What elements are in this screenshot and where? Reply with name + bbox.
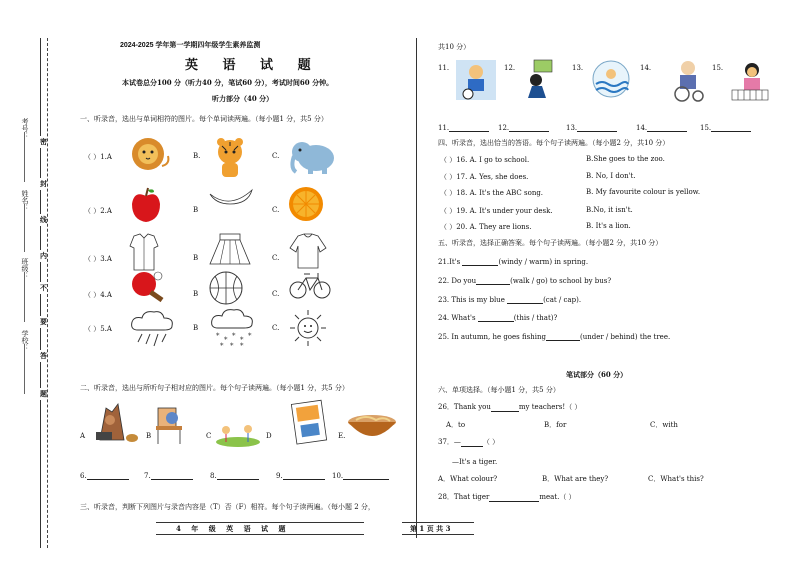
s1-option-b-label: B [193,290,199,298]
svg-text:*: * [240,342,244,350]
class-label: 班级： [21,258,29,279]
school-label: 学校： [21,330,29,351]
svg-text:*: * [232,332,236,340]
q23-sentence [438,296,581,304]
seal-char: 题 [40,389,47,398]
section6-title: 六、单项选择。（每小题1 分，共5 分） [438,386,560,394]
s1-option-b-label: B [193,206,199,214]
q28-blank[interactable] [489,501,539,502]
s2-label-e: E. [338,432,346,440]
section1-title: 一、听录音，选出与单词相符的图片。每个单词读两遍。（每小题1 分，共5 分） [80,115,328,123]
q13-num: 13. [572,64,584,72]
q22-prefix: 22. Do you [438,277,477,285]
s1-option-c-label: C. [272,290,280,298]
sweater-icon [288,232,328,270]
apple-icon [128,186,164,224]
bear-painting-icon [90,400,140,445]
name-label: 姓名： [21,190,29,211]
s2-label-b: B [146,432,152,440]
q37-response: —It's a tiger. [452,458,498,466]
class-field[interactable] [24,272,25,322]
footer-subject: 4 年 级 英 语 试 题 [176,524,290,533]
q13-answer-num: 13. [566,124,578,132]
q26-blank[interactable] [491,411,519,412]
boy-football-icon [456,60,496,100]
q12-answer [498,124,549,132]
q37-option-b[interactable]: B．What are they? [542,475,609,483]
svg-text:*: * [224,336,228,344]
sunny-icon [288,308,328,348]
q24-prefix: 24. What's [438,314,478,322]
number-field[interactable] [24,132,25,182]
q28-text: 28．That tiger meat.（ ） [438,493,576,501]
q24-blank[interactable] [478,321,514,322]
s1-option-c-label: C. [272,152,280,160]
picture-book-icon [290,398,332,446]
q37-blank[interactable] [461,446,483,447]
footer-page-top-line [402,522,474,523]
q15-answer-num: 15. [700,124,712,132]
q14-num: 14. [640,64,652,72]
chair-desk-icon [152,402,197,444]
seal-char: 答 [40,351,47,360]
s2-label-a: A [80,432,86,440]
rainy-icon [128,308,176,350]
s1-option-b-label: B. [193,152,201,160]
q16-option-a[interactable]: （ ）16. A. I go to school. [440,156,530,164]
q20-option-b[interactable]: B. It's a lion. [586,222,631,230]
q26-option-b[interactable]: B．for [544,421,567,429]
q9-blank[interactable] [283,479,325,480]
s2-label-d: D [266,432,272,440]
s1-question-2[interactable]: （ ）2.A [84,207,112,215]
q7-blank[interactable] [151,479,193,480]
column-divider [416,38,417,538]
lion-icon [128,136,172,176]
q13-answer [566,124,617,132]
q21-prefix: 21.It's [438,258,463,266]
q15-num: 15. [712,64,724,72]
q25-blank[interactable] [546,340,580,341]
footer-page-bottom-line [402,534,474,535]
section3-title: 三、听录音，判断下列图片与录音内容是（T）否（F）相符。每个句子读两遍。（每小题 2 分， [80,503,375,511]
shirt-icon [128,232,160,272]
q14-answer-num: 14. [636,124,648,132]
q12-answer-blank[interactable] [509,131,549,132]
q13-answer-blank[interactable] [577,131,617,132]
q19-option-a[interactable]: （ ）19. A. It's under your desk. [440,207,553,215]
q6-blank[interactable] [87,479,129,480]
subject-title: 英 语 试 题 [185,58,321,73]
seal-char: 要 [40,317,47,326]
q26-text: 26．Thank you my teachers!（ ） [438,403,582,411]
q11-num: 11. [438,64,450,72]
s1-option-b-label: B [193,324,199,332]
q25-suffix: (under / behind) the tree. [579,333,671,341]
q14-answer-blank[interactable] [647,131,687,132]
q22-suffix: (walk / go) to school by bus? [510,277,612,285]
q12-answer-num: 12. [498,124,510,132]
q12-num: 12. [504,64,516,72]
q9-label: 9. [276,472,325,480]
swimming-icon [592,60,630,98]
seal-char: 封 [40,179,47,188]
q11-answer [438,124,489,132]
binding-dashed-line [47,38,48,548]
q18-option-b[interactable]: B. My favourite colour is yellow. [586,188,701,196]
name-field[interactable] [24,204,25,252]
seal-char: 内 [40,251,47,260]
q37-option-a[interactable]: A．What colour? [438,475,498,483]
q22-blank[interactable] [476,284,510,285]
q6-label: 6. [80,472,129,480]
q8-label: 8. [210,472,259,480]
banana-icon [208,186,254,208]
q10-label: 10. [332,472,389,480]
girl-phone-icon [520,58,560,98]
footer-top-line [156,522,364,523]
seal-char: 不 [40,283,47,292]
q25-prefix: 25. In autumn, he goes fishing [438,333,546,341]
s1-option-c-label: C. [272,206,280,214]
s1-option-c-label: C. [272,254,280,262]
score-info: 本试卷总分100 分（听力40 分，笔试60 分），考试时间60 分钟。 [122,78,334,87]
q8-blank[interactable] [217,479,259,480]
q17-option-b[interactable]: B. No, I don't. [586,172,636,180]
q26-option-a[interactable]: A．to [446,421,466,429]
elephant-icon [288,136,338,176]
q7-label: 7. [144,472,193,480]
orange-icon [288,186,324,222]
section4-title: 四、听录音，选出恰当的答语。每个句子读两遍。（每小题2 分，共10 分） [438,139,670,147]
svg-text:*: * [220,342,224,350]
seal-char: 密 [40,137,47,146]
q24-suffix: (this / that)? [513,314,558,322]
tiger-icon [208,136,252,180]
girl-piano-icon [730,60,770,104]
noodle-bowl-icon [346,410,398,444]
s1-question-3[interactable]: （ ）3.A [84,255,112,263]
bicycle-icon [288,270,332,300]
q23-suffix: (cat / cap). [543,296,582,304]
svg-text:*: * [230,342,234,350]
svg-text:*: * [240,336,244,344]
snowy-icon [208,308,256,350]
q15-answer-blank[interactable] [711,131,751,132]
skirt-icon [208,232,252,268]
q20-option-a[interactable]: （ ）20. A. They are lions. [440,223,532,231]
number-label: 考号： [21,118,29,139]
section3-title-cont: 共10 分） [438,43,471,51]
kids-playing-icon [214,420,262,448]
q37-option-c[interactable]: C．What's this? [648,475,704,483]
q22-sentence [438,277,611,285]
writing-part-title: 笔试部分（60 分） [566,370,628,379]
s1-question-4[interactable]: （ ）4.A [84,291,112,299]
basketball-icon [208,270,244,306]
s1-option-c-label: C. [272,324,280,332]
ping-pong-icon [128,270,168,304]
q23-prefix: 23. This is my blue [438,296,508,304]
seal-char: 线 [40,215,47,224]
s1-option-b-label: B [193,254,199,262]
q18-option-a[interactable]: （ ）18. A. It's the ABC song. [440,189,544,197]
exam-title: 2024-2025 学年第一学期四年级学生素养监测 [120,42,261,49]
q21-blank[interactable] [462,265,498,266]
q16-option-b[interactable]: B.She goes to the zoo. [586,155,665,163]
footer-bottom-line [156,534,364,535]
q11-answer-num: 11. [438,124,450,132]
q21-sentence [438,258,588,266]
grandpa-wheelchair-icon [668,58,706,102]
q17-option-a[interactable]: （ ）17. A. Yes, she does. [440,173,529,181]
q14-answer [636,124,687,132]
school-field[interactable] [24,344,25,394]
q25-sentence [438,333,670,341]
svg-text:*: * [248,332,252,340]
q21-suffix: (windy / warm) in spring. [498,258,589,266]
listening-part-title: 听力部分（40 分） [212,94,274,103]
q24-sentence [438,314,557,322]
svg-text:*: * [216,332,220,340]
section5-title: 五、听录音，选择正确答案。每个句子读两遍。（每小题2 分，共10 分） [438,239,663,247]
q26-option-c[interactable]: C．with [650,421,678,429]
s1-question-5[interactable]: （ ）5.A [84,325,112,333]
footer-page-number: 第 1 页 共 3 [410,524,451,533]
s1-question-1[interactable]: （ ）1.A [84,153,112,161]
q10-blank[interactable] [343,479,389,480]
section2-title: 二、听录音，选出与所听句子相对应的图片。每个句子读两遍。（每小题1 分，共5 分） [80,384,349,392]
q19-option-b[interactable]: B.No, it isn't. [586,206,633,214]
q15-answer [700,124,751,132]
q11-answer-blank[interactable] [449,131,489,132]
q37-text: 37．— （ ） [438,438,500,446]
s2-label-c: C [206,432,212,440]
q23-blank[interactable] [507,303,543,304]
